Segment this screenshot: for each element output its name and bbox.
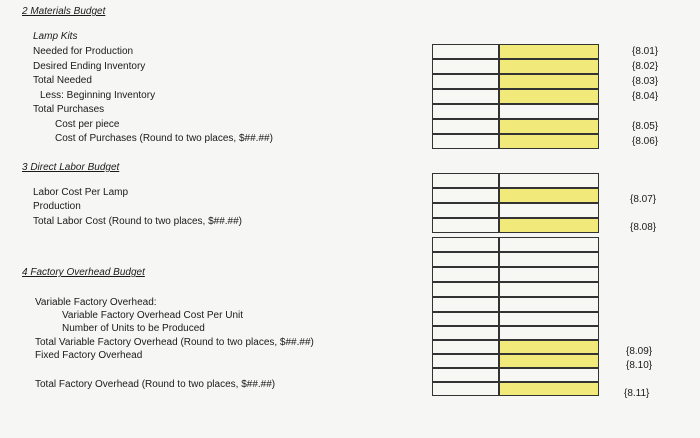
direct-labor-budget-heading: 3 Direct Labor Budget: [22, 162, 120, 173]
total-needed-cell-1: [432, 74, 499, 89]
overhead-grid-cell-r1c2: [499, 237, 599, 252]
production-cell-2: [499, 203, 599, 218]
beginning-inventory-cell-1: [432, 89, 499, 104]
overhead-grid-cell-r6c1: [432, 312, 499, 326]
cost-per-piece-label: Cost per piece: [55, 119, 120, 130]
variable-factory-overhead-label: Variable Factory Overhead:: [35, 297, 157, 308]
labor-header-cell-2: [499, 173, 599, 188]
fixed-factory-overhead-cell-1: [432, 354, 499, 368]
overhead-grid-cell-r3c1: [432, 267, 499, 282]
code-8-08: {8.08}: [630, 222, 657, 233]
overhead-grid-cell-r4c1: [432, 282, 499, 297]
desired-ending-inventory-cell-1: [432, 59, 499, 74]
labor-cost-per-lamp-label: Labor Cost Per Lamp: [33, 187, 129, 198]
total-variable-overhead-input[interactable]: [499, 340, 599, 354]
total-variable-overhead-cell-1: [432, 340, 499, 354]
desired-ending-inventory-label: Desired Ending Inventory: [33, 61, 146, 72]
code-8-05: {8.05}: [632, 121, 659, 132]
code-8-02: {8.02}: [632, 61, 659, 72]
desired-ending-inventory-input[interactable]: [499, 59, 599, 74]
needed-for-production-cell-1: [432, 44, 499, 59]
code-8-06: {8.06}: [632, 136, 659, 147]
overhead-grid-cell-r5c2: [499, 297, 599, 312]
overhead-grid-cell-r5c1: [432, 297, 499, 312]
total-purchases-label: Total Purchases: [33, 104, 105, 115]
total-needed-label: Total Needed: [33, 75, 92, 86]
fixed-factory-overhead-input[interactable]: [499, 354, 599, 368]
code-8-04: {8.04}: [632, 91, 659, 102]
code-8-11: {8.11}: [624, 388, 650, 399]
overhead-grid-cell-r10c2: [499, 368, 599, 382]
total-labor-cost-input[interactable]: [499, 218, 599, 233]
total-needed-input[interactable]: [499, 74, 599, 89]
code-8-07: {8.07}: [630, 194, 657, 205]
labor-header-cell-1: [432, 173, 499, 188]
total-purchases-cell-1: [432, 104, 499, 119]
units-to-be-produced-label: Number of Units to be Produced: [62, 323, 205, 334]
overhead-grid-cell-r10c1: [432, 368, 499, 382]
total-purchases-cell-2: [499, 104, 599, 119]
code-8-09: {8.09}: [626, 346, 653, 357]
fixed-factory-overhead-label: Fixed Factory Overhead: [35, 350, 143, 361]
cost-per-piece-input[interactable]: [499, 119, 599, 134]
total-factory-overhead-label: Total Factory Overhead (Round to two places, $##.##): [35, 379, 276, 390]
materials-budget-heading: 2 Materials Budget: [22, 6, 106, 17]
overhead-grid-cell-r7c2: [499, 326, 599, 340]
production-label: Production: [33, 201, 81, 212]
overhead-grid-cell-r1c1: [432, 237, 499, 252]
overhead-grid-cell-r4c2: [499, 282, 599, 297]
beginning-inventory-input[interactable]: [499, 89, 599, 104]
total-variable-overhead-label: Total Variable Factory Overhead (Round to two places, $##.##): [35, 337, 314, 348]
cost-of-purchases-input[interactable]: [499, 134, 599, 149]
overhead-grid-cell-r7c1: [432, 326, 499, 340]
cost-of-purchases-cell-1: [432, 134, 499, 149]
cost-of-purchases-label: Cost of Purchases (Round to two places, $##.##): [55, 133, 273, 144]
code-8-10: {8.10}: [626, 360, 653, 371]
labor-cost-per-lamp-cell-1: [432, 188, 499, 203]
overhead-grid-cell-r2c1: [432, 252, 499, 267]
needed-for-production-input[interactable]: [499, 44, 599, 59]
lamp-kits-subheading: Lamp Kits: [33, 31, 78, 42]
total-labor-cost-label: Total Labor Cost (Round to two places, $##.##): [33, 216, 243, 227]
overhead-grid-cell-r3c2: [499, 267, 599, 282]
total-factory-overhead-cell-1: [432, 382, 499, 396]
cost-per-piece-cell-1: [432, 119, 499, 134]
beginning-inventory-label: Less: Beginning Inventory: [40, 90, 156, 101]
code-8-03: {8.03}: [632, 76, 659, 87]
overhead-grid-cell-r6c2: [499, 312, 599, 326]
production-cell-1: [432, 203, 499, 218]
code-8-01: {8.01}: [632, 46, 659, 57]
factory-overhead-budget-heading: 4 Factory Overhead Budget: [22, 267, 145, 278]
overhead-grid-cell-r2c2: [499, 252, 599, 267]
variable-overhead-cost-per-unit-label: Variable Factory Overhead Cost Per Unit: [62, 310, 244, 321]
total-labor-cost-cell-1: [432, 218, 499, 233]
labor-cost-per-lamp-input[interactable]: [499, 188, 599, 203]
total-factory-overhead-input[interactable]: [499, 382, 599, 396]
needed-for-production-label: Needed for Production: [33, 46, 134, 57]
